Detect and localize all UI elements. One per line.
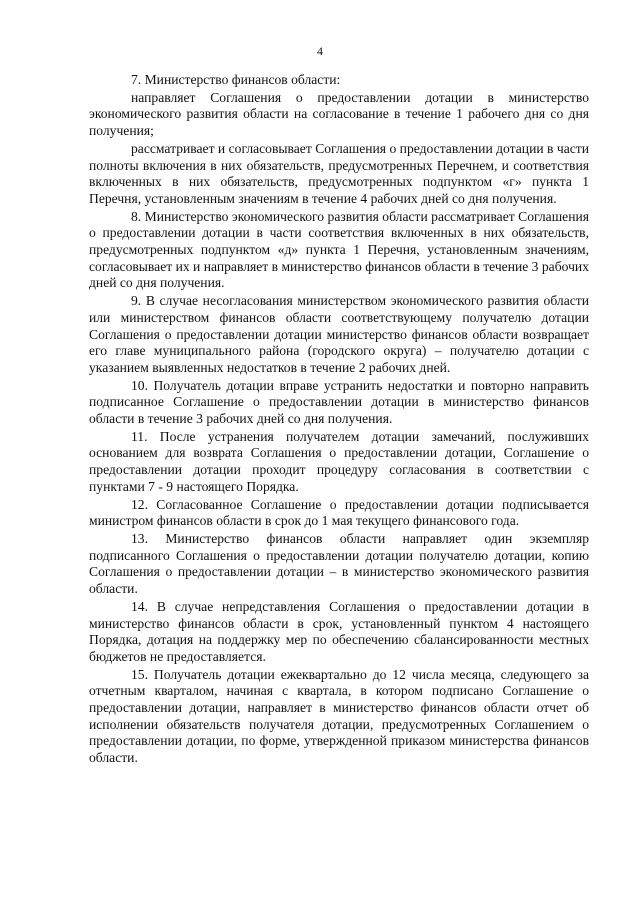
paragraph-8: 8. Министерство экономического развития области рассматривает Соглашения о предоставлении дотации в части соответствия включенных в них обязательств, предусмотренных подпунктом «д» пункта 1 Перечня, установленным значениям, согласовывает их и направляет в министерство финансов области в течение 3 рабочих дней со дня получения. [89, 208, 589, 291]
paragraph-13: 13. Министерство финансов области направляет один экземпляр подписанного Соглашения о предоставлении дотации получателю дотации, копию Соглашения о предоставлении дотации – в министерство экономического развития области. [89, 530, 589, 597]
page-number: 4 [317, 44, 323, 58]
paragraph-14: 14. В случае непредставления Соглашения о предоставлении дотации в министерство финансов области в срок, установленный пунктом 4 настоящего Порядка, дотация на поддержку мер по обеспечению сбалансированности местных бюджетов не предоставляется. [89, 598, 589, 664]
paragraph-10: 10. Получатель дотации вправе устранить недостатки и повторно направить подписанное Соглашение о предоставлении дотации в министерство финансов области в течение 3 рабочих дней со дня получения. [89, 377, 589, 427]
paragraph-7-sub-1: направляет Соглашения о предоставлении дотации в министерство экономического развития области на согласование в течение 1 рабочего дня со дня получения; [89, 89, 589, 139]
paragraph-9: 9. В случае несогласования министерством экономического развития области или министерством финансов области соответствующему получателю дотации Соглашения о предоставлении дотации министерство финансов области возвращает его главе муниципального района (городского округа) – получателю дотации с указанием выявленных недостатков в течение 2 рабочих дней. [89, 293, 589, 375]
paragraph-7-sub-2: рассматривает и согласовывает Соглашения о предоставлении дотации в части полноты включения в них обязательств, предусмотренных Перечнем, и соответствия включенных в них обязательств, предусмотренных подпунктом «г» пункта 1 Перечня, установленным значениям в течение 4 рабочих дней со дня получения. [89, 140, 589, 206]
paragraph-7-heading: 7. Министерство финансов области: [131, 72, 341, 87]
paragraph-15: 15. Получатель дотации ежеквартально до 12 числа месяца, следующего за отчетным кварталом, начиная с квартала, в котором подписано Соглашение о предоставлении дотации, направляет в министерство финансов области отчет об исполнении обязательств получателя дотации, предусмотренных Соглашением о предоставлении дотации, по форме, утвержденной приказом министерства финансов области. [89, 666, 589, 766]
paragraph-11: 11. После устранения получателем дотации замечаний, послуживших основанием для возврата Соглашения о предоставлении дотации, Соглашение о предоставлении дотации проходит процедуру согласования в соответствии с пунктами 7 - 9 настоящего Порядка. [89, 428, 589, 494]
document-body [89, 72, 589, 768]
paragraph-12: 12. Согласованное Соглашение о предоставлении дотации подписывается министром финансов области в срок до 1 мая текущего финансового года. [89, 496, 589, 529]
